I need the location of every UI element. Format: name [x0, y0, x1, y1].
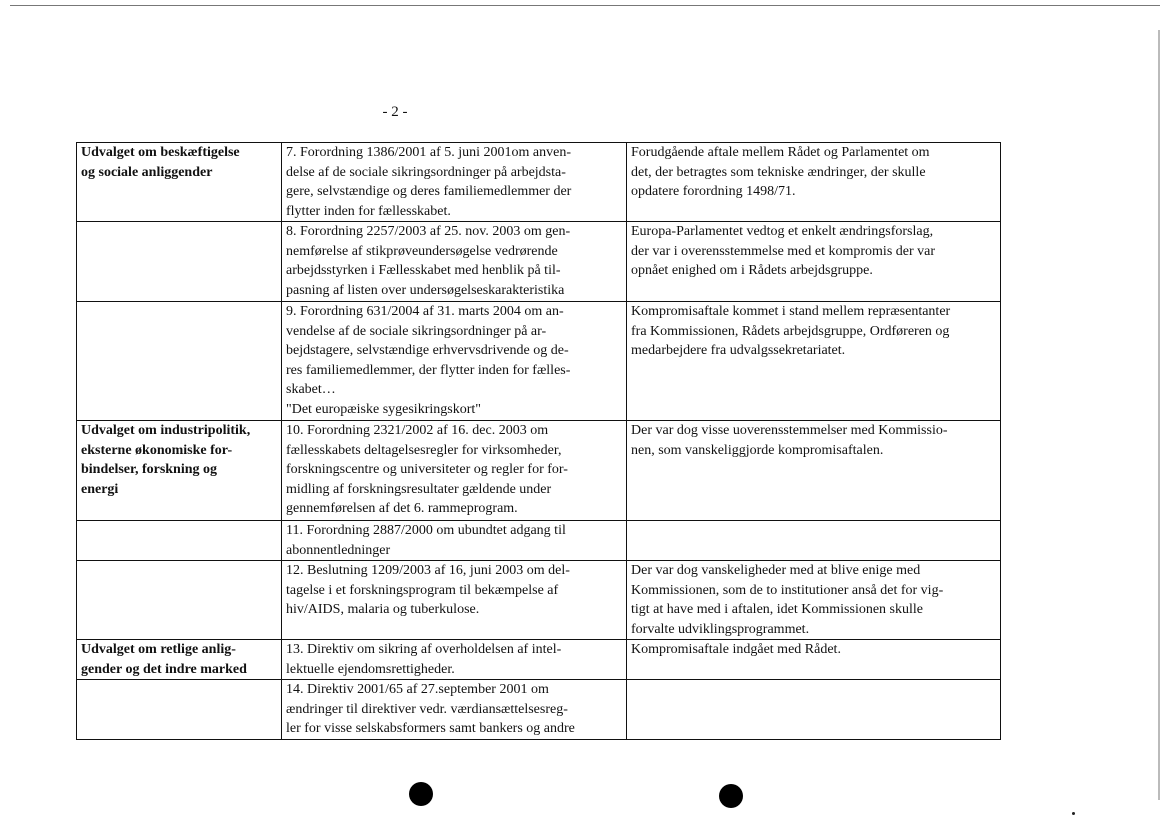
committee-cell	[77, 222, 282, 302]
committee-cell	[77, 521, 282, 561]
scan-speck	[1072, 812, 1075, 815]
committee-cell: Udvalget om industripolitik, eksterne økonomiske for- bindelser, forskning og energi	[77, 421, 282, 521]
remark-cell	[627, 680, 1001, 740]
remark-cell: Kompromisaftale kommet i stand mellem repræsentanter fra Kommissionen, Rådets arbejdsgruppe, Ordføreren og medarbejdere fra udvalgssekretariatet.	[627, 302, 1001, 421]
table-row	[77, 143, 1001, 222]
act-cell: 13. Direktiv om sikring af overholdelsen af intel- lektuelle ejendomsrettigheder.	[282, 640, 627, 680]
committee-cell	[77, 561, 282, 640]
committee-cell: Udvalget om retlige anlig- gender og det indre marked	[77, 640, 282, 680]
page-edge-shadow	[1158, 30, 1160, 800]
act-cell: 7. Forordning 1386/2001 af 5. juni 2001om anven- delse af de sociale sikringsordninger på arbejdsta- gere, selvstændige og deres familiemedlemmer der flytter inden for fællesskabet.	[282, 143, 627, 222]
table-row	[77, 561, 1001, 640]
committee-table	[76, 142, 1001, 740]
act-cell: 11. Forordning 2887/2000 om ubundtet adgang til abonnentledninger	[282, 521, 627, 561]
remark-cell: Forudgående aftale mellem Rådet og Parlamentet om det, der betragtes som tekniske ændringer, der skulle opdatere forordning 1498/71.	[627, 143, 1001, 222]
act-cell: 12. Beslutning 1209/2003 af 16, juni 2003 om del- tagelse i et forskningsprogram til bekæmpelse af hiv/AIDS, malaria og tuberkulose.	[282, 561, 627, 640]
remark-cell: Europa-Parlamentet vedtog et enkelt ændringsforslag, der var i overensstemmelse med et kompromis der var opnået enighed om i Rådets arbejdsgruppe.	[627, 222, 1001, 302]
act-cell: 14. Direktiv 2001/65 af 27.september 2001 om ændringer til direktiver vedr. værdiansættelsesreg- ler for visse selskabsformers samt bankers og andre	[282, 680, 627, 740]
remark-cell: Kompromisaftale indgået med Rådet.	[627, 640, 1001, 680]
act-cell: 10. Forordning 2321/2002 af 16. dec. 2003 om fællesskabets deltagelsesregler for virksomheder, forskningscentre og universiteter og regler for for- midling af forskningsresultater gældende under gennemførelsen af det 6. rammeprogram.	[282, 421, 627, 521]
committee-cell	[77, 680, 282, 740]
punch-hole	[409, 782, 433, 806]
table-row	[77, 521, 1001, 561]
punch-hole	[719, 784, 743, 808]
top-scan-line	[10, 5, 1160, 6]
table-row	[77, 222, 1001, 302]
committee-cell: Udvalget om beskæftigelse og sociale anliggender	[77, 143, 282, 222]
act-cell: 9. Forordning 631/2004 af 31. marts 2004 om an- vendelse af de sociale sikringsordninger på ar- bejdstagere, selvstændige erhvervsdrivende og de- res familiemedlemmer, der flytter inden for fælles- skabet… "Det europæiske sygesikringskort"	[282, 302, 627, 421]
table-row	[77, 640, 1001, 680]
page-number: - 2 -	[382, 104, 408, 120]
remark-cell: Der var dog vanskeligheder med at blive enige med Kommissionen, som de to institutioner anså det for vig- tigt at have med i aftalen, idet Kommissionen skulle forvalte udviklingsprogrammet.	[627, 561, 1001, 640]
committee-cell	[77, 302, 282, 421]
remark-cell	[627, 521, 1001, 561]
table-row	[77, 302, 1001, 421]
remark-cell: Der var dog visse uoverensstemmelser med Kommissio- nen, som vanskeliggjorde kompromisaftalen.	[627, 421, 1001, 521]
table-row	[77, 421, 1001, 521]
act-cell: 8. Forordning 2257/2003 af 25. nov. 2003 om gen- nemførelse af stikprøveundersøgelse vedrørende arbejdsstyrken i Fællesskabet med henblik på til- pasning af listen over undersøgelseskarakteristika	[282, 222, 627, 302]
table-row	[77, 680, 1001, 740]
